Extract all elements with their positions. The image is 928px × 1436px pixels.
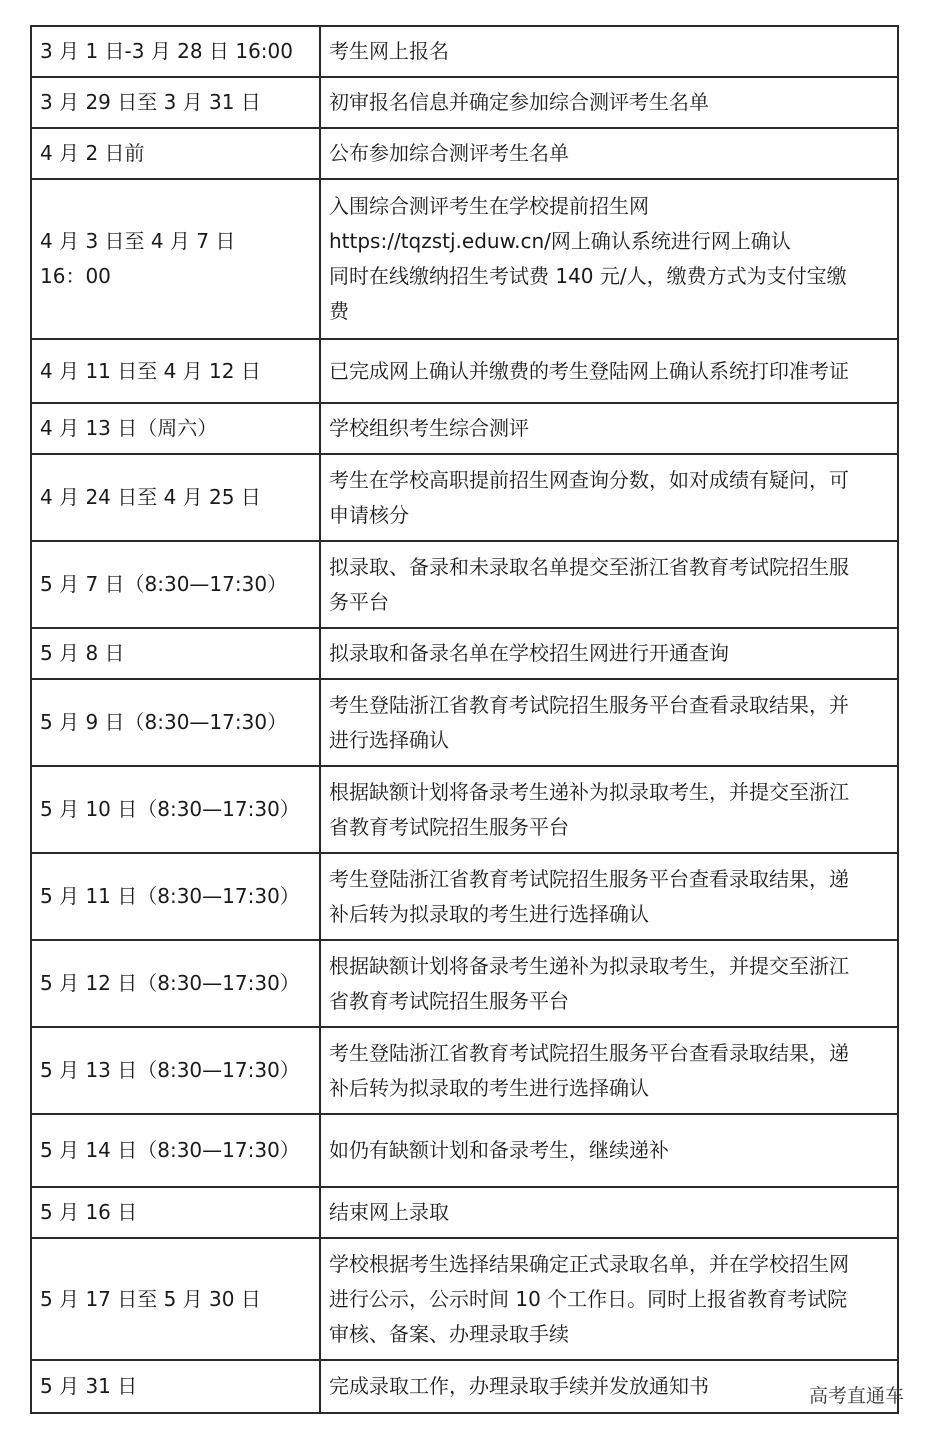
date-cell bbox=[31, 1187, 320, 1238]
schedule-row bbox=[31, 403, 898, 454]
schedule-row bbox=[31, 1238, 898, 1360]
date-text: 4 月 11 日至 4 月 12 日 bbox=[40, 358, 261, 383]
description-cell bbox=[320, 339, 898, 403]
description-cell bbox=[320, 128, 898, 179]
description-text: 结束网上录取 bbox=[329, 1200, 449, 1224]
date-cell bbox=[31, 77, 320, 128]
description-cell bbox=[320, 766, 898, 853]
date-cell bbox=[31, 853, 320, 940]
description-cell bbox=[320, 628, 898, 679]
description-cell bbox=[320, 853, 898, 940]
schedule-body bbox=[31, 26, 898, 1413]
description-cell bbox=[320, 940, 898, 1027]
date-text: 5 月 11 日（8:30—17:30） bbox=[40, 884, 300, 908]
description-cell bbox=[320, 1027, 898, 1114]
date-cell bbox=[31, 1114, 320, 1187]
schedule-row bbox=[31, 26, 898, 77]
schedule-row bbox=[31, 339, 898, 403]
date-text: 4 月 24 日至 4 月 25 日 bbox=[40, 485, 261, 509]
description-text: 学校根据考生选择结果确定正式录取名单，并在学校招生网 进行公示，公示时间 10 个工作日。同时上报省教育考试院 审核、备案、办理录取手续 bbox=[329, 1251, 849, 1346]
description-cell bbox=[320, 77, 898, 128]
date-cell bbox=[31, 766, 320, 853]
description-text: 考生登陆浙江省教育考试院招生服务平台查看录取结果，递 补后转为拟录取的考生进行选择确认 bbox=[329, 866, 849, 926]
schedule-row bbox=[31, 1114, 898, 1187]
admission-schedule-table bbox=[30, 25, 899, 1414]
schedule-row bbox=[31, 940, 898, 1027]
date-text: 4 月 2 日前 bbox=[40, 141, 145, 165]
date-text: 5 月 14 日（8:30—17:30） bbox=[40, 1138, 300, 1162]
description-cell bbox=[320, 1114, 898, 1187]
date-cell bbox=[31, 679, 320, 766]
description-text: 根据缺额计划将备录考生递补为拟录取考生，并提交至浙江 省教育考试院招生服务平台 bbox=[329, 953, 849, 1013]
schedule-row bbox=[31, 541, 898, 628]
description-cell bbox=[320, 26, 898, 77]
schedule-row bbox=[31, 1187, 898, 1238]
date-cell bbox=[31, 128, 320, 179]
description-cell bbox=[320, 679, 898, 766]
description-cell bbox=[320, 541, 898, 628]
date-text: 5 月 13 日（8:30—17:30） bbox=[40, 1058, 300, 1082]
description-text: 根据缺额计划将备录考生递补为拟录取考生，并提交至浙江 省教育考试院招生服务平台 bbox=[329, 779, 849, 839]
schedule-row bbox=[31, 628, 898, 679]
date-text: 5 月 8 日 bbox=[40, 641, 125, 665]
date-cell bbox=[31, 454, 320, 541]
schedule-row bbox=[31, 77, 898, 128]
schedule-row bbox=[31, 1360, 898, 1413]
description-text: 初审报名信息并确定参加综合测评考生名单 bbox=[329, 90, 709, 114]
date-cell bbox=[31, 1027, 320, 1114]
date-text: 5 月 17 日至 5 月 30 日 bbox=[40, 1286, 261, 1311]
date-text: 4 月 3 日至 4 月 7 日 16：00 bbox=[40, 229, 236, 288]
schedule-row bbox=[31, 853, 898, 940]
description-text: 如仍有缺额计划和备录考生，继续递补 bbox=[329, 1138, 669, 1162]
description-text: 拟录取和备录名单在学校招生网进行开通查询 bbox=[329, 641, 729, 665]
description-text: 已完成网上确认并缴费的考生登陆网上确认系统打印准考证 bbox=[329, 358, 849, 383]
description-text: 考生登陆浙江省教育考试院招生服务平台查看录取结果，递 补后转为拟录取的考生进行选择确认 bbox=[329, 1040, 849, 1100]
date-cell bbox=[31, 26, 320, 77]
date-cell bbox=[31, 1360, 320, 1413]
date-text: 5 月 7 日（8:30—17:30） bbox=[40, 572, 288, 596]
schedule-row bbox=[31, 454, 898, 541]
description-cell bbox=[320, 1187, 898, 1238]
description-cell bbox=[320, 179, 898, 339]
date-cell bbox=[31, 628, 320, 679]
date-cell bbox=[31, 940, 320, 1027]
date-text: 5 月 10 日（8:30—17:30） bbox=[40, 797, 300, 821]
schedule-row bbox=[31, 766, 898, 853]
description-cell bbox=[320, 403, 898, 454]
date-text: 3 月 1 日-3 月 28 日 16:00 bbox=[40, 39, 293, 63]
description-text: 考生在学校高职提前招生网查询分数，如对成绩有疑问，可 申请核分 bbox=[329, 467, 849, 527]
schedule-row bbox=[31, 679, 898, 766]
description-cell bbox=[320, 454, 898, 541]
description-text: 学校组织考生综合测评 bbox=[329, 416, 529, 440]
date-cell bbox=[31, 179, 320, 339]
date-text: 5 月 31 日 bbox=[40, 1374, 138, 1398]
date-text: 5 月 9 日（8:30—17:30） bbox=[40, 710, 288, 734]
description-text: 入围综合测评考生在学校提前招生网 https://tqzstj.eduw.cn/网上确认系统进行网上确认 同时在线缴纳招生考试费 140 元/人，缴费方式为支付宝缴 费 bbox=[329, 194, 847, 323]
date-text: 5 月 16 日 bbox=[40, 1200, 138, 1224]
description-text: 考生网上报名 bbox=[329, 39, 449, 63]
description-text: 考生登陆浙江省教育考试院招生服务平台查看录取结果，并 进行选择确认 bbox=[329, 692, 849, 752]
date-cell bbox=[31, 541, 320, 628]
description-text: 拟录取、备录和未录取名单提交至浙江省教育考试院招生服 务平台 bbox=[329, 554, 849, 614]
date-text: 3 月 29 日至 3 月 31 日 bbox=[40, 90, 261, 114]
description-text: 完成录取工作，办理录取手续并发放通知书 bbox=[329, 1374, 709, 1398]
schedule-row bbox=[31, 179, 898, 339]
date-cell bbox=[31, 1238, 320, 1360]
description-cell bbox=[320, 1238, 898, 1360]
watermark: 高考直通车 bbox=[808, 1385, 904, 1407]
date-text: 4 月 13 日（周六） bbox=[40, 416, 218, 440]
date-text: 5 月 12 日（8:30—17:30） bbox=[40, 971, 300, 995]
date-cell bbox=[31, 403, 320, 454]
date-cell bbox=[31, 339, 320, 403]
description-text: 公布参加综合测评考生名单 bbox=[329, 141, 569, 165]
schedule-row bbox=[31, 1027, 898, 1114]
schedule-row bbox=[31, 128, 898, 179]
